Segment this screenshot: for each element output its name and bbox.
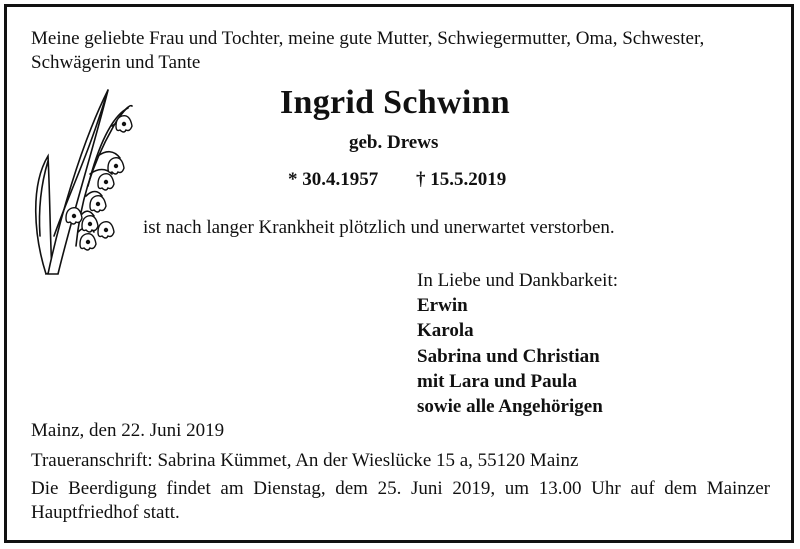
deceased-name: Ingrid Schwinn bbox=[280, 84, 511, 121]
signatory: sowie alle Angehörigen bbox=[417, 396, 603, 417]
signatory: Erwin bbox=[417, 295, 468, 316]
passing-text: ist nach langer Krankheit plötzlich und unerwartet verstorben. bbox=[143, 217, 615, 238]
birth-date: * 30.4.1957 bbox=[288, 169, 379, 190]
mourning-address: Traueranschrift: Sabrina Kümmet, An der Wieslücke 15 a, 55120 Mainz bbox=[31, 450, 579, 471]
death-date: † 15.5.2019 bbox=[416, 169, 507, 190]
place-date: Mainz, den 22. Juni 2019 bbox=[31, 420, 225, 441]
thanks-line: In Liebe und Dankbarkeit: bbox=[417, 270, 619, 291]
signatory: mit Lara und Paula bbox=[417, 371, 577, 392]
signatory: Karola bbox=[417, 320, 474, 341]
funeral-info: Die Beerdigung findet am Dienstag, dem 25. Juni 2019, um 13.00 Uhr auf dem Mainzer Hauptfriedhof statt. bbox=[31, 478, 770, 523]
maiden-name: geb. Drews bbox=[349, 132, 439, 153]
intro-text: Meine geliebte Frau und Tochter, meine gute Mutter, Schwiegermutter, Oma, Schwester, Schwägerin und Tante bbox=[31, 28, 705, 73]
signatory: Sabrina und Christian bbox=[417, 346, 600, 367]
lily-of-the-valley-icon bbox=[28, 86, 142, 276]
